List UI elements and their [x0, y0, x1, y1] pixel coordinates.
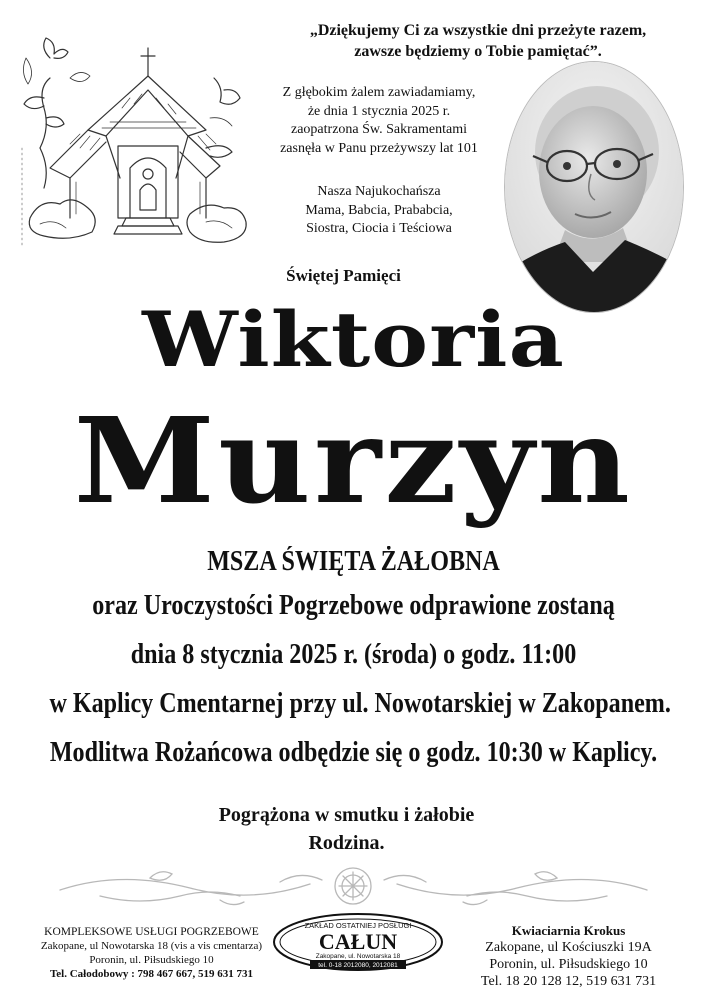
florist-phone: Tel. 18 20 128 12, 519 631 731: [480, 974, 657, 989]
relation-line: Siostra, Ciocia i Teściowa: [306, 221, 452, 236]
mass-title: MSZA ŚWIĘTA ŻAŁOBNA: [207, 546, 500, 577]
services-address-2: Poronin, ul. Piłsudskiego 10: [89, 954, 214, 966]
funeral-services-info: [14, 925, 289, 981]
services-phone: Tel. Całodobowy : 798 467 667, 519 631 731: [49, 968, 254, 980]
florist-address-2: Poronin, ul. Piłsudskiego 10: [489, 957, 648, 972]
logo-phones: tel. 0-18 2012080, 2012081: [318, 962, 398, 969]
calun-logo-icon: [270, 912, 446, 972]
announcement-line: że dnia 1 stycznia 2025 r.: [307, 103, 451, 119]
logo-address: Zakopane, ul. Nowotarska 18: [315, 953, 401, 960]
memory-label: Świętej Pamięci: [286, 266, 401, 285]
logo-top-text: ZAKŁAD OSTATNIEJ POSŁUGI: [304, 921, 412, 930]
mass-line: w Kaplicy Cmentarnej przy ul. Nowotarskiej w Zakopanem.: [49, 688, 671, 719]
surname: Murzyn: [73, 391, 634, 530]
logo-name: CAŁUN: [318, 929, 398, 954]
services-title: KOMPLEKSOWE USŁUGI POGRZEBOWE: [44, 926, 259, 938]
announcement-line: zasnęła w Panu przeżywszy lat 101: [280, 140, 478, 156]
relations-block: [262, 183, 496, 239]
chapel-illustration-icon: [10, 18, 260, 258]
quote-block: [258, 20, 698, 62]
quote-line-1: „Dziękujemy Ci za wszystkie dni przeżyte razem,: [309, 22, 647, 39]
relation-line: Mama, Babcia, Prababcia,: [305, 202, 453, 218]
mourning-line-2: Rodzina.: [308, 832, 385, 854]
relation-line: Nasza Najukochańsza: [317, 184, 441, 199]
mass-line: Modlitwa Rożańcowa odbędzie się o godz. 10:30 w Kaplicy.: [49, 737, 658, 768]
mourning-line-1: Pogrążona w smutku i żałobie: [218, 804, 475, 826]
services-address-1: Zakopane, ul Nowotarska 18 (vis a vis cmentarza): [40, 940, 263, 952]
florist-name: Kwiaciarnia Krokus: [511, 923, 626, 938]
florist-address-1: Zakopane, ul Kościuszki 19A: [485, 940, 652, 955]
announcement-block: [262, 84, 496, 158]
mass-line: oraz Uroczystości Pogrzebowe odprawione zostaną: [92, 590, 615, 621]
announcement-line: Z głębokim żalem zawiadamiamy,: [282, 85, 476, 100]
mass-line: dnia 8 stycznia 2025 r. (środa) o godz. 11:00: [130, 639, 577, 670]
floral-ornament-icon: [40, 860, 667, 912]
quote-line-2: zawsze będziemy o Tobie pamiętać”.: [354, 43, 602, 60]
florist-info: [446, 922, 691, 990]
first-name: Wiktoria: [142, 295, 565, 384]
announcement-line: zaopatrzona Św. Sakramentami: [291, 122, 467, 137]
